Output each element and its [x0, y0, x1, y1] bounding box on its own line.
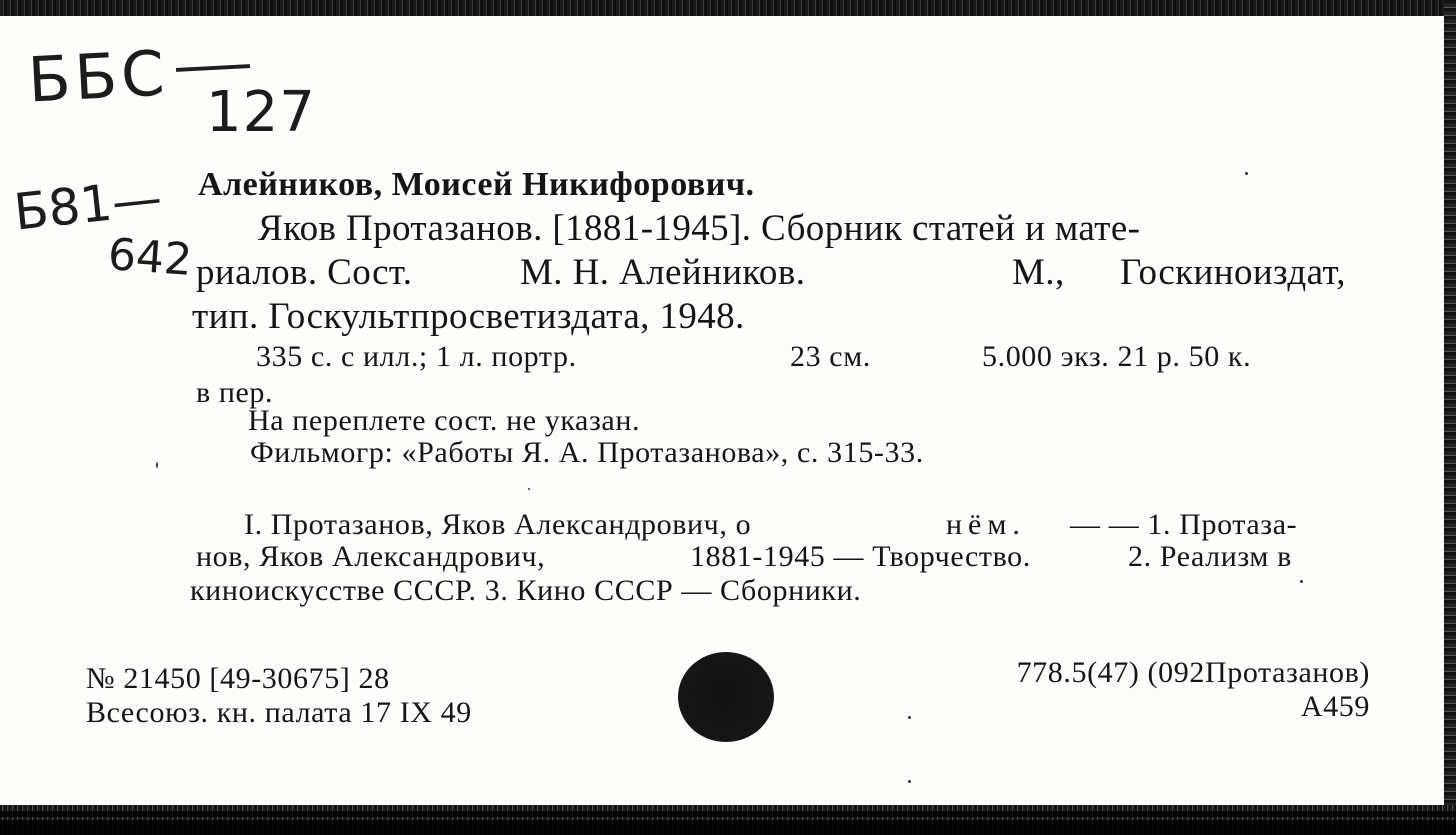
- scan-speck: [528, 488, 530, 490]
- handwritten-code-top-right: 127: [206, 80, 316, 145]
- card-number: № 21450 [49-30675] 28: [86, 662, 390, 695]
- title-line-2-part-d: Госкиноиздат,: [1120, 252, 1346, 293]
- scan-speck: [156, 462, 158, 468]
- book-chamber: Всесоюз. кн. палата 17 IX 49: [86, 696, 472, 729]
- subject-line-2-part-c: 2. Реализм в: [1128, 540, 1292, 573]
- collation-size: 23 см.: [790, 340, 871, 373]
- scan-speck: [1245, 172, 1248, 175]
- scan-speck: [1300, 580, 1303, 583]
- handwritten-code-middle-left: Б81—: [11, 168, 165, 242]
- scan-speck: [908, 780, 911, 783]
- classification-index: 778.5(47) (092Протазанов): [1016, 656, 1370, 689]
- author-mark: А459: [1300, 690, 1370, 723]
- scan-edge-top: [0, 0, 1456, 16]
- author-heading: Алейников, Моисей Никифорович.: [198, 166, 755, 203]
- handwritten-rule-line: [176, 64, 250, 72]
- subject-line-1-part-b: нём.: [946, 508, 1026, 541]
- subject-line-2-part-b: 1881-1945 — Творчество.: [690, 540, 1031, 573]
- subject-line-1-part-a: I. Протазанов, Яков Александрович, о: [244, 508, 752, 541]
- collation-print-run-price: 5.000 экз. 21 р. 50 к.: [982, 340, 1252, 373]
- title-line-1: Яков Протазанов. [1881-1945]. Сборник статей и мате-: [258, 208, 1141, 249]
- collation-pages: 335 с. с илл.; 1 л. портр.: [256, 340, 577, 373]
- scan-edge-right: [1444, 0, 1456, 835]
- scan-speck: [908, 716, 911, 719]
- subject-line-2-part-a: нов, Яков Александрович,: [196, 540, 546, 573]
- title-line-2-part-b: М. Н. Алейников.: [520, 252, 806, 293]
- scan-edge-bottom: [0, 805, 1456, 835]
- title-line-2-part-a: риалов. Сост.: [196, 252, 413, 293]
- subject-line-3: киноискусстве СССР. 3. Кино СССР — Сборники.: [190, 574, 862, 607]
- note-compiler: На переплете сост. не указан.: [248, 404, 641, 437]
- collation-binding: в пер.: [196, 376, 274, 409]
- title-line-2-part-c: М.,: [1012, 252, 1065, 293]
- handwritten-code-top-left: ББС: [26, 36, 171, 117]
- punch-hole: [678, 652, 774, 742]
- note-filmography: Фильмогр: «Работы Я. А. Протазанова», с. 315-33.: [250, 436, 924, 469]
- handwritten-code-middle-right: 642: [106, 229, 194, 286]
- title-line-3: тип. Госкультпросветиздата, 1948.: [192, 296, 745, 337]
- subject-line-1-part-c: — — 1. Протаза-: [1070, 508, 1298, 541]
